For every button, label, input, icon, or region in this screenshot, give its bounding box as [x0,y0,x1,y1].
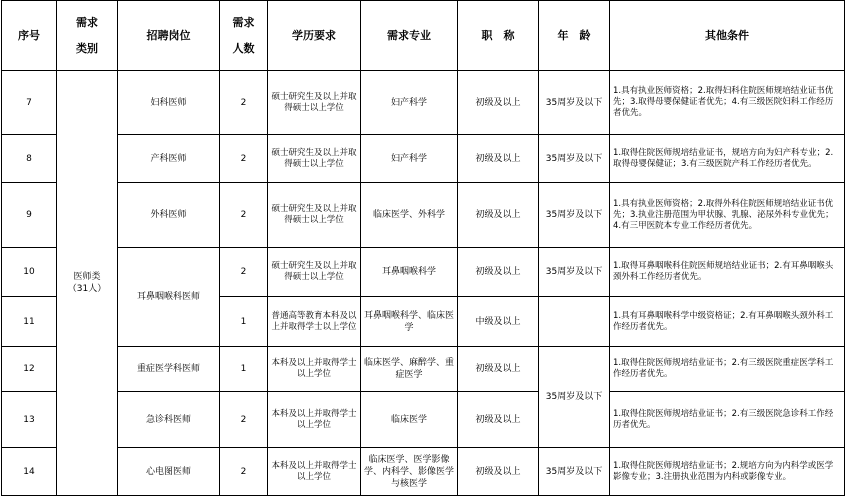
cell-age: 35周岁及以下 [539,183,610,248]
cell-title: 初级及以上 [458,135,539,183]
table-row [2,392,845,448]
cell-education: 硕士研究生及以上并取得硕士以上学位 [268,183,361,248]
cell-position: 妇科医师 [118,71,220,135]
cell-title: 初级及以上 [458,448,539,496]
cell-seq: 13 [2,392,57,448]
cell-count: 2 [220,71,268,135]
cell-seq: 9 [2,183,57,248]
header-title: 职 称 [458,1,539,71]
cell-education: 硕士研究生及以上并取得硕士以上学位 [268,248,361,297]
cell-title: 初级及以上 [458,347,539,392]
table-row [2,71,845,135]
cell-count: 2 [220,448,268,496]
cell-education: 本科及以上并取得学士以上学位 [268,392,361,448]
category-name: 医师类 [73,272,101,282]
cell-education: 普通高等教育本科及以上并取得学士以上学位 [268,297,361,347]
table-row [2,135,845,183]
cell-other: 1.具有耳鼻咽喉科学中级资格证；2.有耳鼻咽喉头颈外科工作经历者优先。 [610,297,845,347]
cell-major: 临床医学、医学影像学、内科学、影像医学与核医学 [361,448,458,496]
cell-major: 临床医学、麻醉学、重症医学 [361,347,458,392]
cell-count: 1 [220,297,268,347]
cell-title: 中级及以上 [458,297,539,347]
cell-position: 外科医师 [118,183,220,248]
header-count [220,1,268,71]
header-row [2,1,845,71]
header-age: 年 龄 [539,1,610,71]
header-major: 需求专业 [361,1,458,71]
cell-major: 临床医学 [361,392,458,448]
cell-education: 本科及以上并取得学士以上学位 [268,347,361,392]
cell-position: 心电图医师 [118,448,220,496]
cell-category [57,71,118,496]
cell-position: 重症医学科医师 [118,347,220,392]
cell-seq: 7 [2,71,57,135]
cell-education: 硕士研究生及以上并取得硕士以上学位 [268,71,361,135]
cell-position: 急诊科医师 [118,392,220,448]
recruitment-table [1,0,845,496]
cell-title: 初级及以上 [458,248,539,297]
category-count: （31人） [67,284,107,294]
cell-age: 35周岁及以下 [539,71,610,135]
cell-other: 1.取得住院医师规培结业证书；2.有三级医院重症医学科工作经历者优先。 [610,347,845,392]
cell-position: 耳鼻咽喉科医师 [118,248,220,347]
cell-major: 耳鼻咽喉科学、临床医学 [361,297,458,347]
cell-other: 1.取得住院医师规培结业证书；2.规培方向为内科学或医学影像专业；3.注册执业范围为内科或影像专业。 [610,448,845,496]
cell-count: 2 [220,183,268,248]
cell-major: 妇产科学 [361,71,458,135]
cell-major: 临床医学、外科学 [361,183,458,248]
cell-count: 1 [220,347,268,392]
cell-education: 本科及以上并取得学士以上学位 [268,448,361,496]
header-count-line2: 人数 [232,41,255,55]
cell-major: 耳鼻咽喉科学 [361,248,458,297]
cell-other: 1.具有执业医师资格；2.取得妇科住院医师规培结业证书优先；3.取得母婴保健证者优先；4.有三级医院妇科工作经历者优先。 [610,71,845,135]
table-row [2,448,845,496]
table-row [2,183,845,248]
cell-seq: 10 [2,248,57,297]
cell-seq: 8 [2,135,57,183]
table-row [2,248,845,297]
table-row [2,347,845,392]
header-count-line1: 需求 [232,15,255,29]
header-category-line2: 类别 [76,41,98,55]
cell-age: 35周岁及以下 [539,448,610,496]
header-category [57,1,118,71]
cell-title: 初级及以上 [458,183,539,248]
cell-age: 35周岁及以下 [539,347,610,448]
cell-other: 1.具有执业医师资格；2.取得外科住院医师规培结业证书优先；3.执业注册范围为甲状腺、乳腺、泌尿外科专业优先；4.有三甲医院本专业工作经历者优先。 [610,183,845,248]
header-seq: 序号 [2,1,57,71]
cell-title: 初级及以上 [458,71,539,135]
header-category-line1: 需求 [76,15,98,29]
cell-seq: 11 [2,297,57,347]
header-position: 招聘岗位 [118,1,220,71]
cell-position: 产科医师 [118,135,220,183]
cell-count: 2 [220,392,268,448]
cell-count: 2 [220,248,268,297]
cell-major: 妇产科学 [361,135,458,183]
cell-count: 2 [220,135,268,183]
cell-other: 1.取得住院医师规培结业证书，规培方向为妇产科专业；2.取得母婴保健证；3.有三级医院产科工作经历者优先。 [610,135,845,183]
cell-age: 35周岁及以下 [539,135,610,183]
cell-other: 1.取得耳鼻咽喉科住院医师规培结业证书；2.有耳鼻咽喉头颈外科工作经历者优先。 [610,248,845,297]
cell-age [539,297,610,347]
cell-education: 硕士研究生及以上并取得硕士以上学位 [268,135,361,183]
cell-seq: 12 [2,347,57,392]
cell-age: 35周岁及以下 [539,248,610,297]
cell-other: 1.取得住院医师规培结业证书；2.有三级医院急诊科工作经历者优先。 [610,392,845,448]
cell-title: 初级及以上 [458,392,539,448]
cell-seq: 14 [2,448,57,496]
header-education: 学历要求 [268,1,361,71]
header-other: 其他条件 [610,1,845,71]
